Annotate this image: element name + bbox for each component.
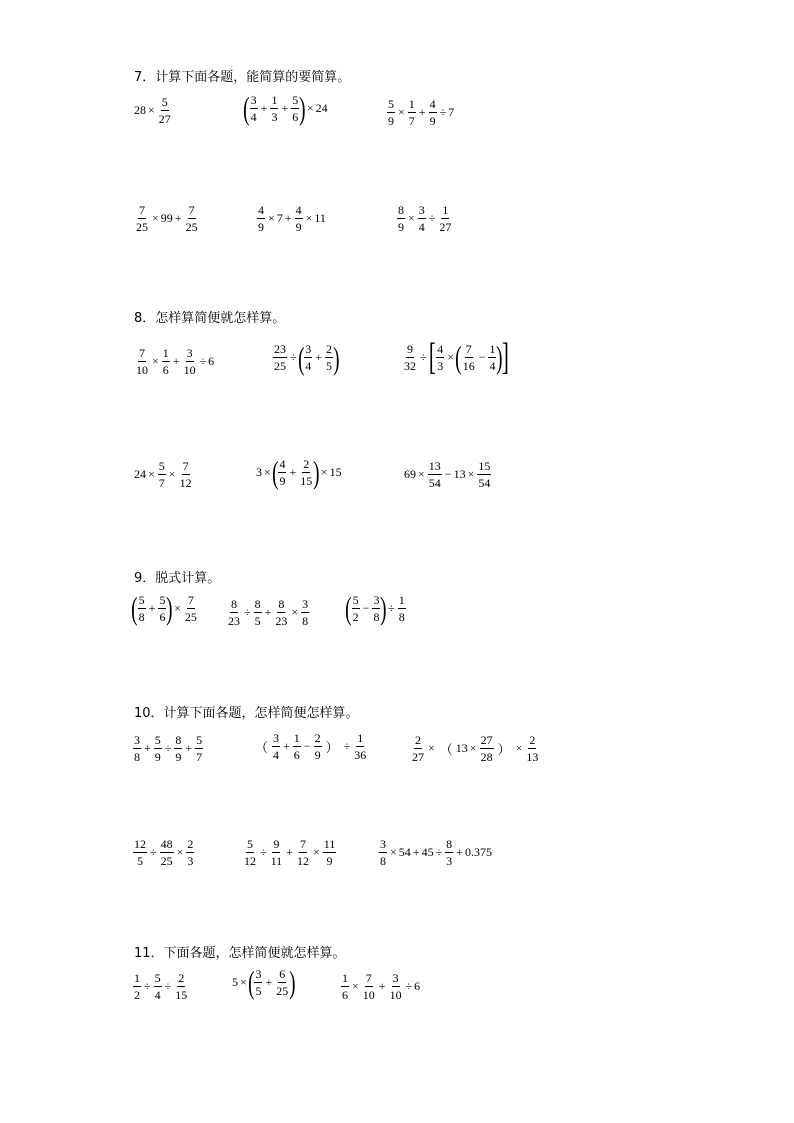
- q11-heading: 11．下面各题，怎样简便就怎样算。: [134, 946, 346, 961]
- fraction: $\frac{5}{8}$: [138, 592, 145, 624]
- q10-expr-b: （ $\frac{3}{4}$ + $\frac{1}{6}$ − $\frac{2}{9}$ ） ÷ $\frac{1}{36}$: [255, 731, 367, 762]
- q7-expr-d: $\frac{7}{25}$ × 99 + $\frac{7}{25}$: [136, 203, 198, 234]
- fraction: $\frac{4}{9}$: [279, 456, 286, 488]
- q8-expr-b: $\frac{23}{25}$ ÷ ( $\frac{3}{4}$ + $\frac{2}{5}$ ): [274, 339, 340, 376]
- fraction: $\frac{3}{5}$: [255, 966, 262, 998]
- fraction: $\frac{23}{25}$: [274, 342, 286, 373]
- fraction: $\frac{3}{8}$: [380, 837, 386, 868]
- q9-expr-c: ( $\frac{5}{2}$ − $\frac{3}{8}$ ) ÷ $\frac{1}{8}$: [345, 590, 405, 626]
- fraction: $\frac{7}{10}$: [136, 346, 148, 377]
- fraction: $\frac{7}{12}$: [179, 459, 192, 490]
- fraction: $\frac{1}{27}$: [439, 203, 452, 234]
- fraction: $\frac{5}{9}$: [388, 97, 394, 128]
- fraction: $\frac{9}{11}$: [270, 837, 283, 868]
- fraction: $\frac{6}{25}$: [276, 966, 289, 998]
- fraction: $\frac{4}{9}$: [258, 203, 264, 234]
- fraction: $\frac{7}{25}$: [136, 203, 148, 234]
- fraction: $\frac{7}{12}$: [296, 837, 309, 868]
- q9-heading: 9．脱式计算。: [134, 571, 221, 586]
- fraction: $\frac{4}{3}$: [437, 341, 444, 373]
- fraction: $\frac{11}{9}$: [323, 837, 336, 868]
- fraction: $\frac{3}{8}$: [302, 597, 309, 628]
- q10-expr-f: $\frac{3}{8}$ × 54 + 45 ÷ $\frac{8}{3}$ + 0.375: [380, 837, 492, 868]
- q10-expr-e: $\frac{5}{12}$ ÷ $\frac{9}{11}$ + $\frac{7}{12}$ × $\frac{11}{9}$: [244, 837, 336, 868]
- fraction: $\frac{27}{28}$: [480, 733, 493, 764]
- q8-expr-a: $\frac{7}{10}$ × $\frac{1}{6}$ + $\frac{3}{10}$ ÷ 6: [136, 346, 215, 377]
- q8-expr-f: 69 × $\frac{13}{54}$ − 13 × $\frac{15}{54}$: [404, 459, 491, 490]
- fraction: $\frac{2}{15}$: [175, 971, 188, 1002]
- fraction: $\frac{3}{10}$: [183, 346, 196, 377]
- q7-expr-e: $\frac{4}{9}$ × 7 + $\frac{4}{9}$ × 11: [258, 203, 326, 234]
- fraction: $\frac{3}{10}$: [389, 971, 402, 1002]
- q11-expr-c: $\frac{1}{6}$ × $\frac{7}{10}$ + $\frac{3}{10}$ ÷ 6: [342, 971, 421, 1002]
- fraction: $\frac{5}{6}$: [159, 592, 166, 624]
- fraction: $\frac{7}{25}$: [185, 203, 198, 234]
- fraction: $\frac{3}{4}$: [418, 203, 425, 234]
- fraction: $\frac{8}{23}$: [275, 597, 288, 628]
- fraction: $\frac{2}{5}$: [326, 342, 333, 373]
- fraction: $\frac{7}{25}$: [184, 592, 197, 624]
- fraction: $\frac{4}{9}$: [295, 203, 302, 234]
- fraction: $\frac{2}{3}$: [187, 837, 194, 868]
- q10-expr-c: $\frac{2}{27}$ × （ 13 × $\frac{27}{28}$ ） × $\frac{2}{13}$: [412, 733, 539, 764]
- q8-expr-c: $\frac{9}{32}$ ÷ [ $\frac{4}{3}$ × ( $\frac{7}{16}$ − $\frac{1}{4}$ ) ]: [404, 336, 509, 378]
- fraction: $\frac{2}{9}$: [314, 731, 321, 762]
- q10-heading: 10．计算下面各题，怎样简便怎样算。: [134, 706, 359, 721]
- fraction: $\frac{4}{9}$: [429, 97, 436, 128]
- fraction: $\frac{13}{54}$: [428, 459, 441, 490]
- fraction: $\frac{1}{2}$: [134, 971, 140, 1002]
- fraction: $\frac{8}{9}$: [398, 203, 404, 234]
- fraction: $\frac{1}{6}$: [162, 346, 169, 377]
- q8-heading: 8．怎样算简便就怎样算。: [134, 311, 286, 326]
- fraction: $\frac{9}{32}$: [404, 341, 416, 373]
- fraction: $\frac{8}{9}$: [175, 733, 182, 764]
- fraction: $\frac{7}{10}$: [362, 971, 375, 1002]
- q11-expr-b: 5 × ( $\frac{3}{5}$ + $\frac{6}{25}$ ): [232, 964, 296, 1000]
- fraction: $\frac{8}{23}$: [228, 597, 240, 628]
- fraction: $\frac{5}{2}$: [352, 592, 359, 624]
- fraction: $\frac{3}{4}$: [250, 92, 257, 124]
- q11-expr-a: $\frac{1}{2}$ ÷ $\frac{5}{4}$ ÷ $\frac{2}{15}$: [134, 971, 188, 1002]
- q7-expr-b: ( $\frac{3}{4}$ + $\frac{1}{3}$ + $\frac{5}{6}$ ) × 24: [243, 90, 328, 126]
- q8-expr-e: 3 × ( $\frac{4}{9}$ + $\frac{2}{15}$ ) × 15: [256, 454, 342, 490]
- fraction: $\frac{1}{6}$: [293, 731, 300, 762]
- fraction: $\frac{2}{15}$: [300, 456, 313, 488]
- fraction: $\frac{2}{27}$: [412, 733, 424, 764]
- fraction: $\frac{3}{8}$: [134, 733, 140, 764]
- q10-expr-d: $\frac{12}{5}$ ÷ $\frac{48}{25}$ × $\frac{2}{3}$: [134, 837, 194, 868]
- fraction: $\frac{3}{8}$: [373, 592, 380, 624]
- fraction: $\frac{1}{3}$: [271, 92, 278, 124]
- fraction: $\frac{15}{54}$: [478, 459, 491, 490]
- fraction: $\frac{1}{36}$: [354, 731, 367, 762]
- fraction: $\frac{7}{16}$: [462, 341, 475, 373]
- q7-heading: 7．计算下面各题，能简算的要简算。: [134, 70, 351, 85]
- q10-expr-a: $\frac{3}{8}$ + $\frac{5}{9}$ ÷ $\frac{8}{9}$ + $\frac{5}{7}$: [134, 733, 203, 764]
- q8-expr-d: 24 × $\frac{5}{7}$ × $\frac{7}{12}$: [134, 459, 192, 490]
- fraction: $\frac{1}{8}$: [398, 592, 405, 624]
- fraction: $\frac{1}{7}$: [408, 97, 415, 128]
- fraction: $\frac{5}{9}$: [154, 733, 161, 764]
- fraction: $\frac{5}{4}$: [154, 971, 161, 1002]
- q9-expr-b: $\frac{8}{23}$ ÷ $\frac{8}{5}$ + $\frac{8}{23}$ × $\frac{3}{8}$: [228, 597, 309, 628]
- q7-expr-a: 28 × $\frac{5}{27}$: [134, 95, 171, 126]
- number: 28: [134, 103, 146, 117]
- fraction: $\frac{48}{25}$: [160, 837, 173, 868]
- q7-expr-c: $\frac{5}{9}$ × $\frac{1}{7}$ + $\frac{4}{9}$ ÷ 7: [388, 97, 455, 128]
- fraction: $\frac{3}{4}$: [305, 342, 312, 373]
- fraction: $\frac{5}{7}$: [158, 459, 165, 490]
- fraction: $\frac{8}{3}$: [446, 837, 453, 868]
- q7-expr-f: $\frac{8}{9}$ × $\frac{3}{4}$ ÷ $\frac{1}{27}$: [398, 203, 452, 234]
- fraction: $\frac{8}{5}$: [254, 597, 261, 628]
- fraction: $\frac{5}{7}$: [196, 733, 203, 764]
- fraction: $\frac{3}{4}$: [273, 731, 280, 762]
- q9-expr-a: ( $\frac{5}{8}$ + $\frac{5}{6}$ ) × $\frac{7}{25}$: [131, 590, 197, 626]
- fraction: $\frac{2}{13}$: [526, 733, 539, 764]
- fraction: $\frac{1}{4}$: [489, 341, 496, 373]
- fraction: $\frac{5}{27}$: [158, 95, 171, 126]
- fraction: $\frac{5}{12}$: [244, 837, 256, 868]
- fraction: $\frac{12}{5}$: [134, 837, 146, 868]
- fraction: $\frac{5}{6}$: [292, 92, 299, 124]
- fraction: $\frac{1}{6}$: [342, 971, 348, 1002]
